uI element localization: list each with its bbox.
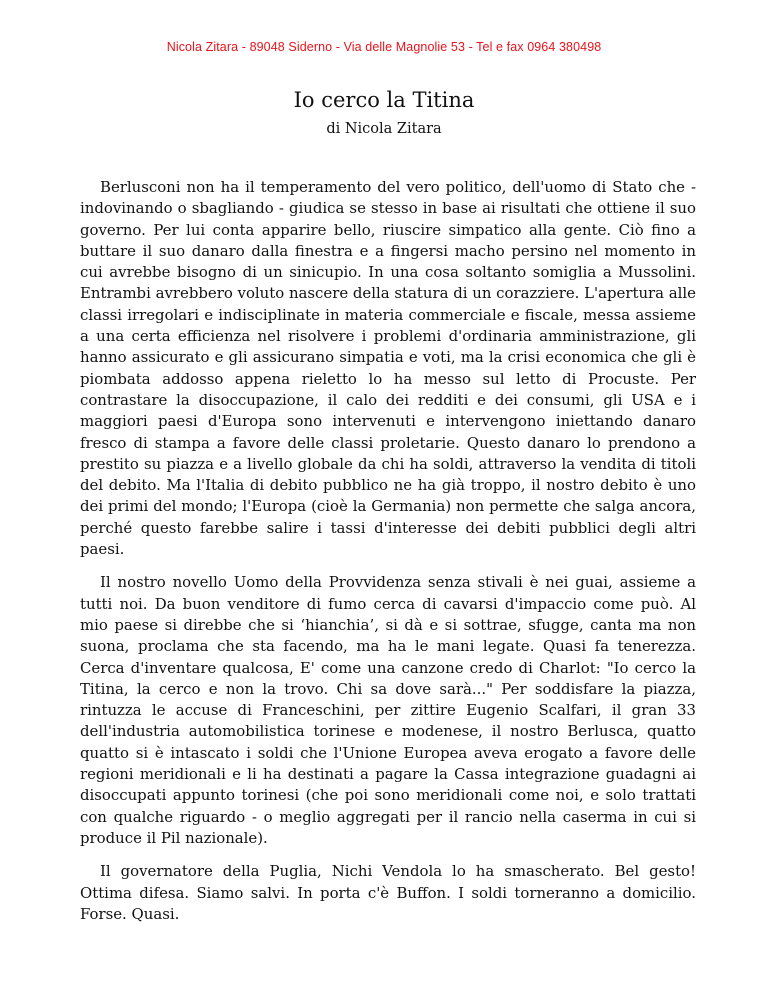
author-byline: di Nicola Zitara — [326, 121, 442, 137]
paragraph: Berlusconi non ha il temperamento del vero politico, dell'uomo di Stato che - indovinando o sbagliando - giudica se stesso in base ai risultati che ottiene il suo governo. Per lui conta apparire bello, riuscire simpatico alla gente. Ciò fino a buttare il suo danaro dalla finestra e a fingersi macho persino nel momento in cui avrebbe bisogno di un sinicupio. In una cosa soltanto somiglia a Mussolini. Entrambi avrebbero voluto nascere della statura di un corazziere. L'apertura alle classi irregolari e indisciplinate in materia commerciale e fiscale, messa assieme a una certa efficienza nel risolvere i problemi d'ordinaria amministrazione, gli hanno assicurato e gli assicurano simpatia e voti, ma la crisi economica che gli è piombata addosso appena rieletto lo ha messo sul letto di Procuste. Per contrastare la disoccupazione, il calo dei redditi e dei consumi, gli USA e i maggiori paesi d'Europa sono intervenuti e intervengono iniettando danaro fresco di stampa a favore delle classi proletarie. Questo danaro lo prendono a prestito su piazza e a livello globale da chi ha soldi, attraverso la vendita di titoli del debito. Ma l'Italia di debito pubblico ne ha già troppo, il nostro debito è uno dei primi del mondo; l'Europa (cioè la Germania) non permette che salga ancora, perché questo farebbe salire i tassi d'interesse dei debiti pubblici degli altri paesi. — [80, 178, 696, 559]
paragraph: Il governatore della Puglia, Nichi Vendola lo ha smascherato. Bel gesto! Ottima difesa. Siamo salvi. In porta c'è Buffon. I soldi torneranno a domicilio. Forse. Quasi. — [80, 862, 696, 923]
article-title: Io cerco la Titina — [293, 88, 475, 112]
contact-header: Nicola Zitara - 89048 Siderno - Via delle Magnolie 53 - Tel e fax 0964 380498 — [166, 40, 602, 54]
paragraph: Il nostro novello Uomo della Provvidenza senza stivali è nei guai, assieme a tutti noi. Da buon venditore di fumo cerca di cavarsi d'impaccio come può. Al mio paese si direbbe che si ‘hianchia’, si dà e si sottrae, sfugge, canta ma non suona, proclama che sta facendo, ma ha le mani legate. Quasi fa tenerezza. Cerca d'inventare qualcosa, E' come una canzone credo di Charlot: "Io cerco la Titina, la cerco e non la trovo. Chi sa dove sarà..." Per soddisfare la piazza, rintuzza le accuse di Franceschini, per zittire Eugenio Scalfari, il gran 33 dell'industria automobilistica torinese e modenese, il nostro Berlusca, quatto quatto si è intascato i soldi che l'Unione Europea aveva erogato a favore delle regioni meridionali e li ha destinati a pagare la Cassa integrazione guadagni ai disoccupati appunto torinesi (che poi sono meridionali come noi, e solo trattati con qualche riguardo - o meglio aggregati per il rancio nella caserma in cui si produce il Pil nazionale). — [80, 573, 696, 847]
article-body — [80, 177, 696, 937]
